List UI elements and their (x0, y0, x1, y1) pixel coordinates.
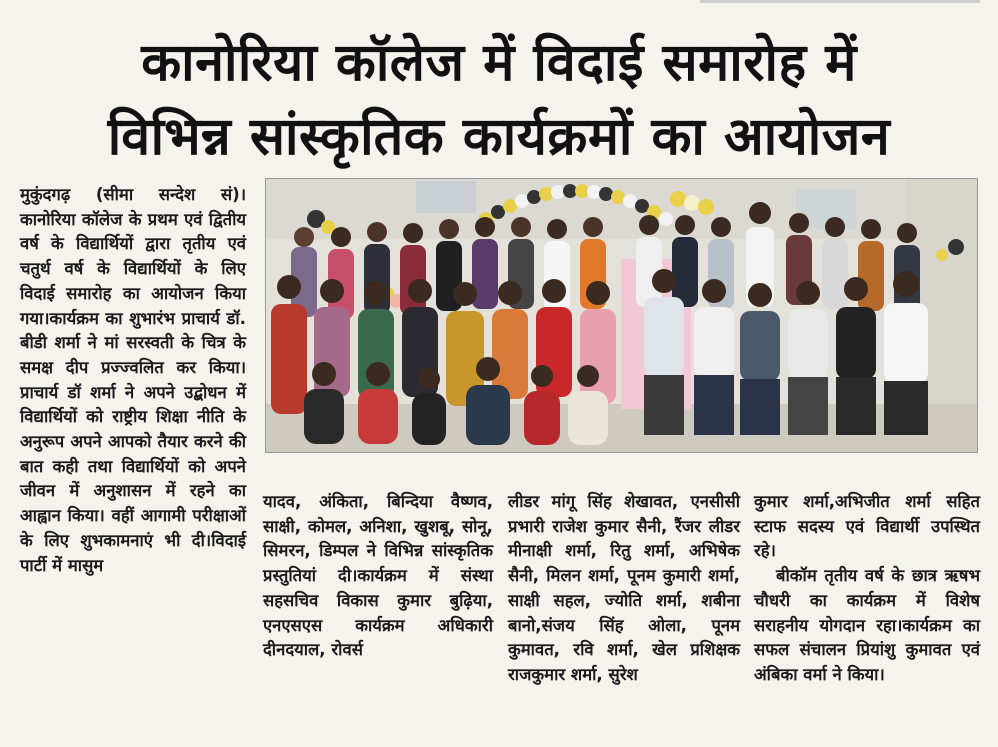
article-column-2 (263, 490, 493, 663)
event-photo (265, 178, 978, 453)
article-column-3 (508, 490, 740, 688)
article-column-4 (754, 490, 980, 688)
headline-line-2: विभिन्न सांस्कृतिक कार्यक्रमों का आयोजन (107, 107, 891, 167)
article-paragraph: मुकुंदगढ़ (सीमा सन्देश सं)। कानोरिया कॉलेज के प्रथम एवं द्वितीय वर्ष के विद्यार्थियों द्वारा तृतीय एवं चतुर्थ वर्ष के विद्यार्थियों के लिए विदाई समारोह का आयोजन किया गया।कार्यक्रम का शुभारंभ प्राचार्य डॉ. बीडी शर्मा ने मां सरस्वती के चित्र के समक्ष दीप प्रज्ज्वलित कर किया।प्राचार्य डॉ शर्मा ने अपने उद्बोधन में विद्यार्थियों को राष्ट्रीय शिक्षा नीति के अनुरूप अपने आपको तैयार करने की बात कही तथा विद्यार्थियों को अपने जीवन में अनुशासन में रहने का आह्वान किया। वहीं आगामी परीक्षाओं के लिए शुभकामनाएं भी दी।विदाई पार्टी में मासुम (20, 185, 246, 575)
article-paragraph: कुमार शर्मा,अभिजीत शर्मा सहित स्टाफ सदस्य एवं विद्यार्थी उपस्थित रहे। (754, 492, 980, 561)
top-rule (700, 0, 980, 3)
headline (0, 26, 998, 174)
article-column-1 (20, 183, 246, 578)
headline-line-1: कानोरिया कॉलेज में विदाई समारोह में (141, 33, 857, 93)
article-paragraph: यादव, अंकिता, बिन्दिया वैष्णव, साक्षी, कोमल, अनिशा, खुशबू, सोनू, सिमरन, डिम्पल ने विभिन्न सांस्कृतिक प्रस्तुतियां दी।कार्यक्रम में संस्था सहसचिव विकास कुमार बुढ़िया, एनएसएस कार्यक्रम अधिकारी दीनदयाल, रोवर्स (263, 492, 493, 660)
article-paragraph: लीडर मांगू सिंह शेखावत, एनसीसी प्रभारी राजेश कुमार सैनी, रैंजर लीडर मीनाक्षी शर्मा, रितु शर्मा, अभिषेक सैनी, मिलन शर्मा, पूनम कुमारी शर्मा, साक्षी सहल, ज्योति शर्मा, शबीना बानो,संजय सिंह ओला, पूनम कुमावत, रवि शर्मा, खेल प्रशिक्षक राजकुमार शर्मा, सुरेश (508, 492, 740, 684)
article-paragraph: बीकॉम तृतीय वर्ष के छात्र ऋषभ चौधरी का कार्यक्रम में विशेष सराहनीय योगदान रहा।कार्यक्रम का सफल संचालन प्रियांशु कुमावत एवं अंबिका वर्मा ने किया। (754, 566, 980, 684)
